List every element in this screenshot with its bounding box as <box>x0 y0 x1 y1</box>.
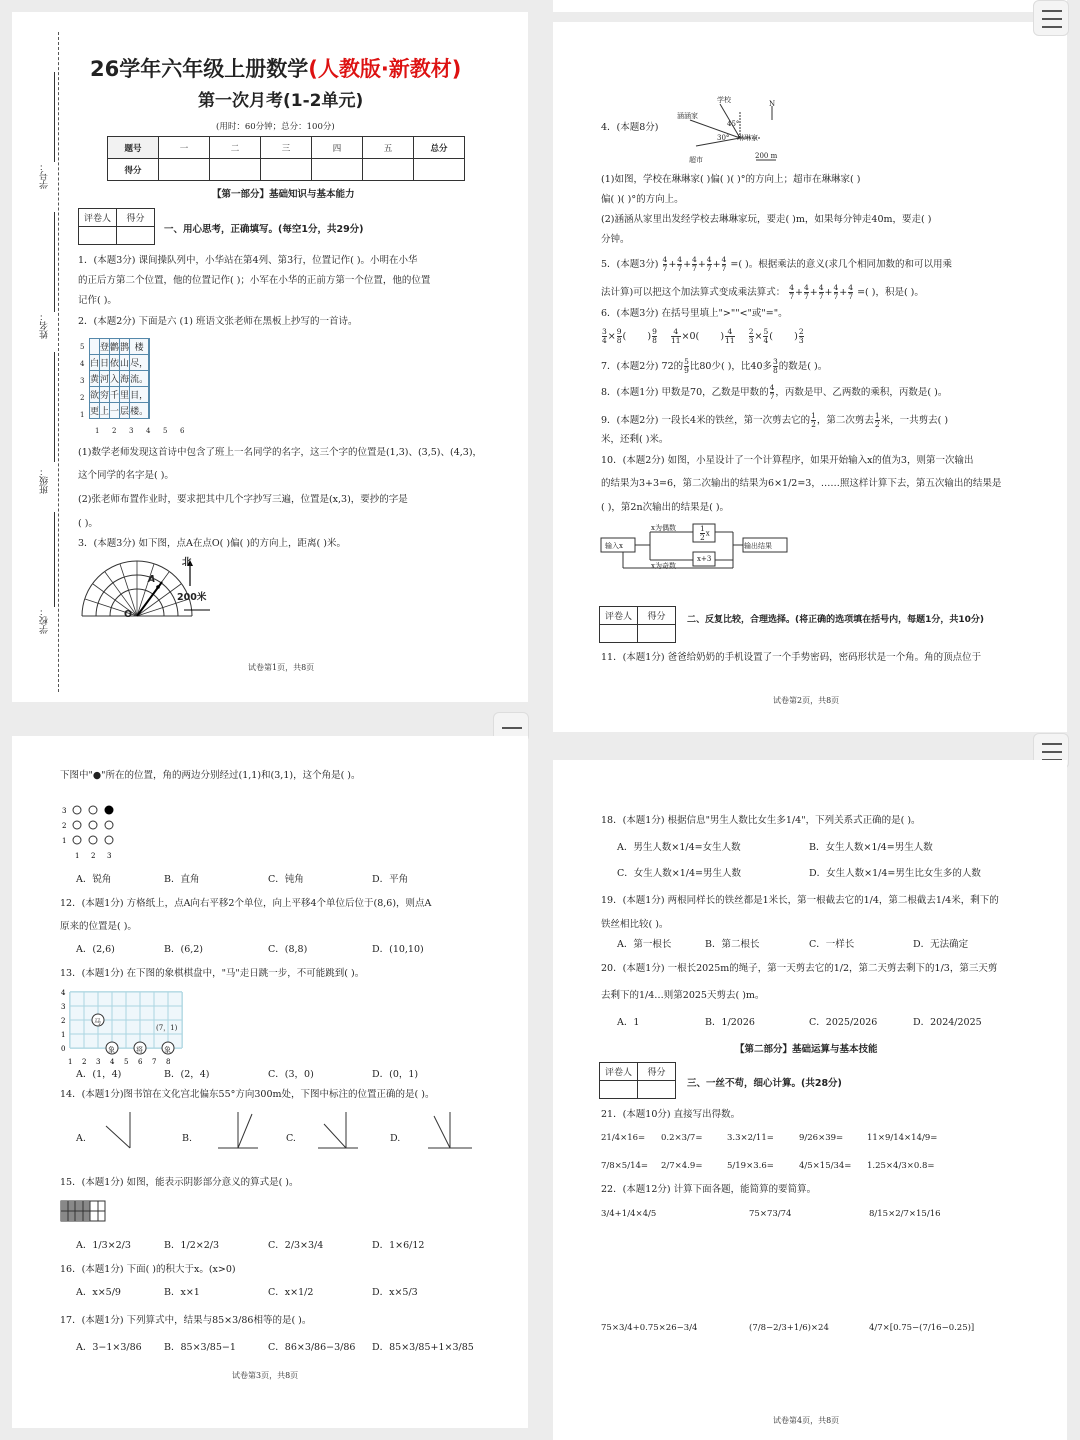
poem-cell: 层 <box>120 403 130 419</box>
poem-cell: 日 <box>100 355 110 371</box>
page-footer: 试卷第3页，共8页 <box>232 1371 299 1380</box>
q11-line: 11．(本题1分) 爸爸给奶奶的手机设置了一个手势密码，密码形状是一个角。角的顶点位于 <box>601 652 982 663</box>
grader-cell <box>638 625 676 643</box>
grader-box <box>78 208 155 245</box>
chess-horse: 马 <box>94 1018 101 1026</box>
poem-cell: 目， <box>130 387 149 403</box>
q21-item: 1.25×4/3×0.8= <box>867 1161 935 1171</box>
svg-text:7: 7 <box>152 1058 157 1066</box>
q12-option: A．(2,6) <box>76 944 115 955</box>
q5-label: 5．(本题3分) <box>601 259 659 270</box>
score-cell <box>159 159 210 181</box>
q12-line: 12．(本题1分) 方格纸上，点A向右平移2个单位，向上平移4个单位后位于(8,6)，则点A <box>60 898 432 909</box>
q2-sub-line: 这个同学的名字是( )。 <box>78 470 174 481</box>
score-header: 一 <box>159 137 210 159</box>
q1-line: 1．(本题3分) 课间操队列中，小华站在第4列、第3行，位置记作( )。小明在小华 <box>78 255 418 266</box>
map-supermarket: 超市 <box>689 156 703 164</box>
score-header: 四 <box>312 137 363 159</box>
page-title: 26学年六年级上册数学(人教版·新教材) <box>90 57 462 81</box>
page-3 <box>12 736 528 1428</box>
row-num: 3 <box>80 377 85 385</box>
score-cell <box>312 159 363 181</box>
q4-line: (2)涵涵从家里出发经学校去琳琳家玩，要走( )m，如果每分钟走40m，要走( ) <box>601 214 932 225</box>
q15-option: B．1/2×2/3 <box>164 1240 220 1251</box>
q15-option: C．2/3×3/4 <box>268 1240 324 1251</box>
direction-diagrams <box>88 1108 508 1158</box>
q2-sub-line: (2)张老师布置作业时，要求把其中几个字抄写三遍，位置是(x,3)，要抄的字是 <box>78 494 408 505</box>
row-num: 1 <box>80 411 85 419</box>
svg-text:5: 5 <box>124 1058 129 1066</box>
q9-line2: 米，还剩( )米。 <box>601 434 669 445</box>
q5-line: 5．(本题3分) $\frac{4}{7}$ + $\frac{4}{7}$ + $\frac{4}{7}$ + $\frac{4}{7}$ + $\frac{4}{7}$ =( )。根据乘法的意义(求几个相同加数的和可以用乘 <box>601 255 952 273</box>
poem-cell: 登 <box>100 339 110 355</box>
poem-cell <box>149 371 150 387</box>
side-label-name: 姓名： <box>40 312 50 339</box>
poem-cell: 楼。 <box>130 403 149 419</box>
q10-line: ( )，第2n次输出的结果是( )。 <box>601 502 730 513</box>
poem-cell <box>90 339 100 355</box>
chess-elephant: 象 <box>108 1046 115 1054</box>
score-header: 总分 <box>414 137 465 159</box>
score-cell <box>363 159 414 181</box>
part2-heading: 【第二部分】基础运算与基本技能 <box>735 1044 878 1055</box>
binding-line <box>58 32 59 692</box>
flow-plus3: x+3 <box>697 555 712 563</box>
grader-label: 得分 <box>638 607 676 625</box>
dot-grid-diagram <box>60 798 122 860</box>
q6-line: 6．(本题3分) 在括号里填上">""<"或"="。 <box>601 308 788 319</box>
q12-option: C．(8,8) <box>268 944 308 955</box>
page-footer: 试卷第4页，共8页 <box>773 1416 840 1425</box>
q13-option: B．(2，4) <box>164 1069 210 1080</box>
q10-line: 10．(本题2分) 如图，小星设计了一个计算程序，如果开始输入x的值为3，则第一次输出 <box>601 455 974 466</box>
q16-option: D．x×5/3 <box>372 1287 418 1298</box>
q20-line: 20．(本题1分) 一根长2025m的绳子，第一天剪去它的1/2，第二天剪去剩下的1/3，第三天剪 <box>601 963 998 974</box>
svg-text:6: 6 <box>138 1058 143 1066</box>
side-label-student-id: 学号： <box>40 162 50 189</box>
q13-line: 13．(本题1分) 在下图的象棋棋盘中，"马"走日跳一步，不可能跳到( )。 <box>60 968 365 979</box>
poem-cell: 黄 <box>90 371 100 387</box>
poem-cell <box>149 403 150 419</box>
q21-item: 21/4×16= <box>601 1133 646 1143</box>
q17-option: B．85×3/85−1 <box>164 1342 236 1353</box>
q22-item: 8/15×2/7×15/16 <box>869 1209 941 1219</box>
point-a-label: A <box>148 574 156 585</box>
q16-line: 16．(本题1分) 下面( )的积大于x。(x>0) <box>60 1264 236 1275</box>
svg-text:3: 3 <box>61 1003 66 1011</box>
q21-item: 2/7×4.9= <box>661 1161 703 1171</box>
q7-line: 7．(本题2分) 72的 $\frac{5}{9}$ 比80少( )，比40多 $\frac{3}{8}$ 的数是( )。 <box>601 357 828 375</box>
q14-option: A. <box>76 1133 86 1144</box>
grader-label: 得分 <box>638 1063 676 1081</box>
poem-cell <box>149 355 150 371</box>
grader-box <box>599 606 676 643</box>
q19-option: B．第二根长 <box>705 939 760 950</box>
page-1 <box>12 12 528 702</box>
q13-option: A．(1，4) <box>76 1069 122 1080</box>
poem-cell: 依 <box>110 355 120 371</box>
q11-option-c: C．钝角 <box>268 874 304 885</box>
svg-text:2: 2 <box>91 852 96 860</box>
q5-tail: =( )。根据乘法的意义(求几个相同加数的和可以用乘 <box>730 259 952 270</box>
map-scale: 200 m <box>755 152 778 160</box>
q12-line: 原来的位置是( )。 <box>60 921 137 932</box>
q9-text: 9．(本题2分) 一段长4米的铁丝，第一次剪去它的 <box>601 415 811 426</box>
page-2 <box>553 22 1067 732</box>
q18-option: A．男生人数×1/4=女生人数 <box>617 842 741 853</box>
side-blank <box>54 512 55 607</box>
col-num: 5 <box>163 427 168 435</box>
col-num: 6 <box>180 427 185 435</box>
poem-cell: 河 <box>100 371 110 387</box>
map-school: 学校 <box>717 96 731 104</box>
col-num: 2 <box>112 427 117 435</box>
q20-line: 去剩下的1/4…则第2025天剪去( )m。 <box>601 990 765 1001</box>
svg-text:2: 2 <box>82 1058 87 1066</box>
chess-board-diagram <box>60 986 200 1068</box>
q14-option: C. <box>286 1133 296 1144</box>
score-cell <box>210 159 261 181</box>
svg-text:3: 3 <box>96 1058 101 1066</box>
side-label-class: 班级： <box>40 467 50 494</box>
q7-mid: 比80少( )，比40多 <box>689 361 772 372</box>
q7-tail: 的数是( )。 <box>778 361 828 372</box>
side-blank <box>54 212 55 312</box>
q5-text: 法计算)可以把这个加法算式变成乘法算式： <box>601 287 786 298</box>
q17-option: D．85×3/85+1×3/85 <box>372 1342 474 1353</box>
col-num: 4 <box>146 427 151 435</box>
svg-text:8: 8 <box>166 1058 171 1066</box>
q11-cont: 下图中"●"所在的位置，角的两边分别经过(1,1)和(3,1)，这个角是( )。 <box>60 770 361 781</box>
q22-item: 4/7×[0.75−(7/16−0.25)] <box>869 1323 975 1333</box>
q21-item: 11×9/14×14/9= <box>867 1133 938 1143</box>
poem-cell: 入 <box>110 371 120 387</box>
svg-text:1: 1 <box>68 1058 73 1066</box>
side-blank <box>54 352 55 462</box>
q2-sub-line: (1)数学老师发现这首诗中包含了班上一名同学的名字，这三个字的位置是(1,3)、(3,5)、(4,3)， <box>78 447 483 458</box>
q22-line: 22．(本题12分) 计算下面各题，能简算的要简算。 <box>601 1184 817 1195</box>
grader-label: 评卷人 <box>79 209 117 227</box>
q4-line: 分钟。 <box>601 234 630 245</box>
page-footer: 试卷第1页，共8页 <box>248 663 315 672</box>
q17-option: C．86×3/86−3/86 <box>268 1342 356 1353</box>
flow-input: 输入x <box>605 542 623 550</box>
scale-label: 200米 <box>177 592 207 603</box>
q6-items: $\frac{3}{4}$ × $\frac{9}{8}$ ( ) $\frac{9}{8}$ $\frac{4}{11}$ ×0( ) $\frac{4}{11}$ $\frac{2}{3}$ × $\frac{5}{4}$ ( ) $\frac{2}{3}$ <box>602 327 804 345</box>
q14-option: B. <box>182 1133 193 1144</box>
poem-cell: 流。 <box>130 371 149 387</box>
poem-cell: 一 <box>110 403 120 419</box>
flow-output: 输出结果 <box>744 542 772 550</box>
poem-cell: 更 <box>90 403 100 419</box>
svg-text:4: 4 <box>61 989 66 997</box>
poem-table <box>89 338 150 419</box>
q19-line: 19．(本题1分) 两根同样长的铁丝都是1米长，第一根截去它的1/4，第二根截去1/4米，剩下的 <box>601 895 999 906</box>
flow-half: $\frac{1}{2}$ x <box>700 524 710 542</box>
q22-item: 75×73/74 <box>749 1209 792 1219</box>
part1-heading: 【第一部分】基础知识与基本能力 <box>212 189 355 200</box>
q19-option: D．无法确定 <box>913 939 969 950</box>
section1-heading: 一、用心思考，正确填写。(每空1分，共29分) <box>164 224 364 235</box>
q20-option: A．1 <box>617 1017 640 1028</box>
page-top-strip <box>553 0 1067 12</box>
q2-sub-line: ( )。 <box>78 518 98 529</box>
poem-cell: 楼 <box>130 339 149 355</box>
q15-line: 15．(本题1分) 如图，能表示阴影部分意义的算式是( )。 <box>60 1177 299 1188</box>
poem-cell: 山 <box>120 355 130 371</box>
q18-option: C．女生人数×1/4=男生人数 <box>617 868 741 879</box>
q14-option: D. <box>390 1133 401 1144</box>
q20-option: C．2025/2026 <box>809 1017 878 1028</box>
q8-line: 8．(本题1分) 甲数是70，乙数是甲数的 $\frac{4}{7}$ ，丙数是甲、乙两数的乘积，丙数是( )。 <box>601 383 948 401</box>
menu-icon[interactable] <box>1033 0 1069 36</box>
q4-line: 偏( )( )°的方向上。 <box>601 194 684 205</box>
score-header: 题号 <box>108 137 159 159</box>
q17-option: A．3−1×3/86 <box>76 1342 142 1353</box>
q19-option: C．一样长 <box>809 939 855 950</box>
q3-line: 3．(本题3分) 如下图，点A在点O( )偏( )的方向上，距离( )米。 <box>78 538 346 549</box>
grader-box <box>599 1062 676 1099</box>
q19-option: A．第一根长 <box>617 939 672 950</box>
q9-line: 9．(本题2分) 一段长4米的铁丝，第一次剪去它的 $\frac{1}{2}$ ，第二次剪去 $\frac{1}{2}$ 米，一共剪去( ) <box>601 411 949 429</box>
q15-option: D．1×6/12 <box>372 1240 425 1251</box>
q21-item: 9/26×39= <box>799 1133 844 1143</box>
side-blank <box>54 72 55 162</box>
q10-line: 的结果为3+3=6，第二次输出的结果为6×1/2=3，……照这样计算下去，第五次输出的结果是 <box>601 478 1002 489</box>
poem-cell: 穷 <box>100 387 110 403</box>
map-north: N <box>769 100 776 108</box>
q1-line: 记作( )。 <box>78 295 117 306</box>
chess-elephant: 象 <box>164 1046 171 1054</box>
q4-line: (1)如图，学校在琳琳家( )偏( )( )°的方向上；超市在琳琳家( ) <box>601 174 861 185</box>
q16-option: A．x×5/9 <box>76 1287 121 1298</box>
svg-text:3: 3 <box>107 852 112 860</box>
score-table <box>107 136 465 181</box>
poem-cell: 海 <box>120 371 130 387</box>
q22-item: (7/8−2/3+1/6)×24 <box>749 1323 829 1333</box>
poem-cell: 欲 <box>90 387 100 403</box>
svg-text:4: 4 <box>110 1058 115 1066</box>
q4-label: 4．(本题8分) <box>601 122 659 133</box>
poem-cell: 白 <box>90 355 100 371</box>
poem-cell: 千 <box>110 387 120 403</box>
q9-tail: 米，一共剪去( ) <box>880 415 949 426</box>
q21-line: 21．(本题10分) 直接写出得数。 <box>601 1109 741 1120</box>
q21-item: 7/8×5/14= <box>601 1161 649 1171</box>
grader-cell <box>600 625 638 643</box>
row-num: 2 <box>80 394 85 402</box>
q19-line: 铁丝相比较( )。 <box>601 919 669 930</box>
q9-mid: ，第二次剪去 <box>816 415 874 426</box>
q18-line: 18．(本题1分) 根据信息"男生人数比女生多1/4"，下列关系式正确的是( )。 <box>601 815 921 826</box>
score-cell <box>414 159 465 181</box>
q21-item: 3.3×2/11= <box>727 1133 774 1143</box>
q5-tail: =( )，积是( )。 <box>857 287 924 298</box>
q15-option: A．1/3×2/3 <box>76 1240 131 1251</box>
shaded-rect-diagram <box>60 1200 108 1224</box>
svg-text:2: 2 <box>62 822 67 830</box>
section2-heading: 二、反复比较，合理选择。(将正确的选项填在括号内，每题1分，共10分) <box>687 615 985 625</box>
grader-cell <box>79 227 117 245</box>
score-row-label: 得分 <box>108 159 159 181</box>
score-cell <box>261 159 312 181</box>
q16-option: C．x×1/2 <box>268 1287 314 1298</box>
map-angle: 45° <box>727 120 740 128</box>
poem-cell: 上 <box>100 403 110 419</box>
chess-point: (7，1) <box>156 1024 178 1032</box>
q21-item: 0.2×3/7= <box>661 1133 703 1143</box>
q21-item: 4/5×15/34= <box>799 1161 852 1171</box>
grader-label: 评卷人 <box>600 1063 638 1081</box>
poem-cell: 鹊 <box>120 339 130 355</box>
q22-item: 75×3/4+0.75×26−3/4 <box>601 1323 698 1333</box>
q12-option: D．(10,10) <box>372 944 424 955</box>
grader-cell <box>600 1081 638 1099</box>
flow-odd: x为奇数 <box>651 562 676 570</box>
svg-text:0: 0 <box>61 1045 66 1053</box>
q16-option: B．x×1 <box>164 1287 200 1298</box>
poem-cell <box>149 387 150 403</box>
q11-option-d: D．平角 <box>372 874 409 885</box>
time-info: (用时：60分钟；总分：100分) <box>216 122 335 132</box>
row-num: 5 <box>80 343 85 351</box>
svg-text:1: 1 <box>61 1031 66 1039</box>
q1-line: 的正后方第二个位置，他的位置记作( )；小军在小华的正前方第一个位置，他的位置 <box>78 275 431 286</box>
q17-line: 17．(本题1分) 下列算式中，结果与85×3/86相等的是( )。 <box>60 1315 312 1326</box>
q8-tail: ，丙数是甲、乙两数的乘积，丙数是( )。 <box>775 387 948 398</box>
score-header: 二 <box>210 137 261 159</box>
point-o-label: O <box>124 609 133 620</box>
q20-option: B．1/2026 <box>705 1017 755 1028</box>
q13-option: D．(0，1) <box>372 1069 419 1080</box>
map-angle: 30° <box>717 134 730 142</box>
q2-line: 2．(本题2分) 下面是六 (1) 班语文张老师在黑板上抄写的一首诗。 <box>78 316 358 327</box>
poem-cell: 尽， <box>130 355 149 371</box>
flow-even: x为偶数 <box>651 524 676 532</box>
q18-option: D．女生人数×1/4=男生比女生多的人数 <box>809 868 981 879</box>
q14-line: 14．(本题1分)图书馆在文化宫北偏东55°方向300m处，下图中标注的位置正确的是( )。 <box>60 1089 435 1100</box>
side-label-school: 学校： <box>40 607 50 634</box>
col-num: 1 <box>95 427 100 435</box>
svg-text:1: 1 <box>75 852 80 860</box>
page-footer: 试卷第2页，共8页 <box>773 696 840 705</box>
svg-text:2: 2 <box>61 1017 66 1025</box>
score-header: 三 <box>261 137 312 159</box>
poem-cell: 鹳 <box>110 339 120 355</box>
q11-option-b: B．直角 <box>164 874 200 885</box>
q18-option: B．女生人数×1/4=男生人数 <box>809 842 933 853</box>
q12-option: B．(6,2) <box>164 944 204 955</box>
chess-general: 将 <box>136 1046 143 1054</box>
map-linlin-home: 琳琳家 <box>737 134 758 142</box>
q22-item: 3/4+1/4×4/5 <box>601 1209 657 1219</box>
section3-heading: 三、一丝不苟，细心计算。(共28分) <box>687 1078 842 1089</box>
page-4 <box>553 760 1067 1440</box>
grader-label: 得分 <box>117 209 155 227</box>
poem-cell <box>149 339 150 355</box>
q11-option-a: A．锐角 <box>76 874 112 885</box>
q7-text: 7．(本题2分) 72的 <box>601 361 684 372</box>
q5-line2: 法计算)可以把这个加法算式变成乘法算式： $\frac{4}{7}$ + $\frac{4}{7}$ + $\frac{4}{7}$ + $\frac{4}{7}$ + $\frac{4}{7}$ =( )，积是( )。 <box>601 283 924 301</box>
q8-text: 8．(本题1分) 甲数是70，乙数是甲数的 <box>601 387 769 398</box>
grader-cell <box>117 227 155 245</box>
grader-cell <box>638 1081 676 1099</box>
svg-text:3: 3 <box>62 807 67 815</box>
col-num: 3 <box>129 427 134 435</box>
grader-label: 评卷人 <box>600 607 638 625</box>
page-subtitle: 第一次月考(1-2单元) <box>198 91 364 111</box>
score-header: 五 <box>363 137 414 159</box>
q21-item: 5/19×3.6= <box>727 1161 774 1171</box>
q20-option: D．2024/2025 <box>913 1017 982 1028</box>
north-label: 北 <box>182 557 192 568</box>
protractor-diagram <box>78 556 228 622</box>
row-num: 4 <box>80 360 85 368</box>
q13-option: C．(3，0) <box>268 1069 314 1080</box>
map-hanhan-home: 涵涵家 <box>677 112 698 120</box>
svg-text:1: 1 <box>62 837 67 845</box>
poem-cell: 里 <box>120 387 130 403</box>
